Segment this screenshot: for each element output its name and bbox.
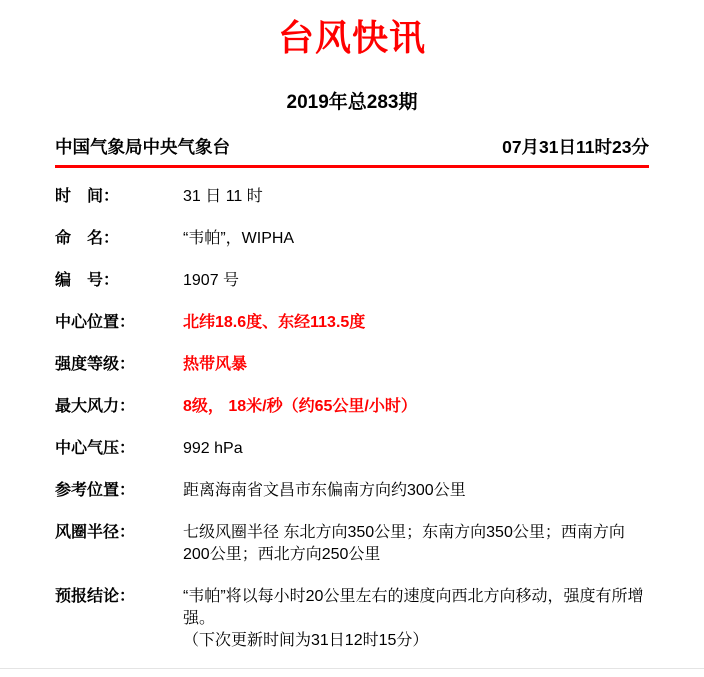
field-value-center-position: 北纬18.6度、东经113.5度 — [183, 314, 366, 331]
row-intensity — [55, 354, 649, 376]
field-value-time: 31 日 11 时 — [183, 188, 263, 205]
bulletin-header-row — [55, 136, 649, 158]
issue-number: 2019年总283期 — [286, 92, 418, 113]
field-label-center-pressure: 中心气压： — [55, 440, 136, 457]
field-value-number: 1907 号 — [183, 272, 240, 289]
forecast-text: “韦帕”将以每小时20公里左右的速度向西北方向移动，强度有所增强。 — [183, 588, 644, 627]
agency-name: 中国气象局中央气象台 — [55, 137, 230, 157]
red-divider — [55, 165, 649, 168]
bulletin-rows — [55, 186, 649, 652]
field-value-forecast-conclusion — [183, 586, 649, 652]
next-update-note: （下次更新时间为31日12时15分） — [183, 632, 429, 649]
field-label-reference-position: 参考位置： — [55, 482, 136, 499]
field-label-max-wind: 最大风力： — [55, 398, 136, 415]
row-time — [55, 186, 649, 208]
row-name — [55, 228, 649, 250]
page-title: 台风快讯 — [277, 17, 426, 58]
typhoon-bulletin-page — [0, 16, 704, 677]
row-wind-radius — [55, 522, 649, 566]
field-label-time: 时 间： — [55, 188, 120, 205]
bottom-divider — [0, 668, 704, 669]
row-number — [55, 270, 649, 292]
field-value-reference-position: 距离海南省文昌市东偏南方向约300公里 — [183, 482, 466, 499]
row-center-position — [55, 312, 649, 334]
field-value-intensity: 热带风暴 — [183, 356, 248, 373]
field-value-name: “韦帕”，WIPHA — [183, 230, 295, 247]
report-datetime: 07月31日11时23分 — [502, 137, 649, 157]
field-label-number: 编 号： — [55, 272, 120, 289]
field-value-center-pressure: 992 hPa — [183, 440, 243, 457]
field-label-name: 命 名： — [55, 230, 120, 247]
field-label-forecast-conclusion: 预报结论： — [55, 588, 136, 605]
row-reference-position — [55, 480, 649, 502]
field-label-intensity: 强度等级： — [55, 356, 136, 373]
row-forecast-conclusion — [55, 586, 649, 652]
field-label-wind-radius: 风圈半径： — [55, 524, 136, 541]
row-max-wind — [55, 396, 649, 418]
field-label-center-position: 中心位置： — [55, 314, 136, 331]
field-value-wind-radius: 七级风圈半径 东北方向350公里；东南方向350公里；西南方向200公里；西北方向250公里 — [183, 524, 625, 563]
field-value-max-wind: 8级， 18米/秒（约65公里/小时） — [183, 398, 417, 415]
row-center-pressure — [55, 438, 649, 460]
